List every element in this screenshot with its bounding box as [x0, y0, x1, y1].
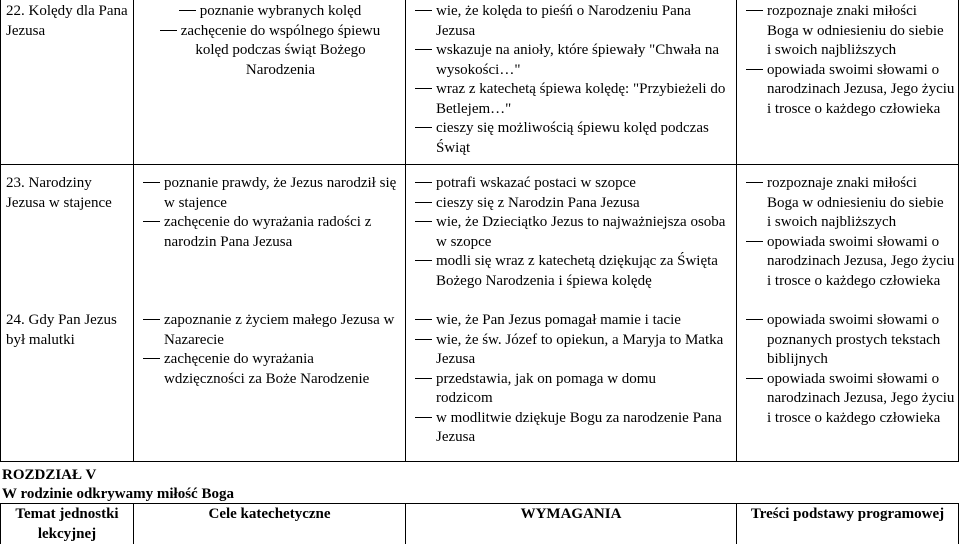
header-col-content: Treści podstawy programowej [750, 506, 945, 522]
row-22-goal-1: poznanie wybranych kolęd [143, 2, 397, 22]
row-24-content [746, 311, 955, 428]
row-22-content-1: rozpoznaje znaki miłości Boga w odniesieniu do siebie i swoich najbliższych [746, 2, 950, 61]
row-22-requirement-2: wskazuje na anioły, które śpiewały "Chwała na wysokości…" [415, 41, 736, 80]
row-24-goals [143, 311, 397, 389]
header-col-requirements: WYMAGANIA [520, 506, 622, 522]
row-23-goal-2: zachęcenie do wyrażania radości z narodzin Pana Jezusa [143, 213, 397, 252]
row-23-topic-text: 23. Narodziny Jezusa w stajence [6, 175, 112, 211]
table-border-bottom [0, 461, 959, 462]
row-22-topic [6, 2, 130, 41]
header-col-topic: Temat jednostki lekcyjnej [15, 506, 119, 542]
table-border-left [0, 0, 1, 462]
row-23-requirement-3: wie, że Dzieciątko Jezus to najważniejsza osoba w szopce [415, 213, 729, 252]
row-22-content-2: opowiada swoimi słowami o narodzinach Jezusa, Jego życiu i trosce o każdego człowieka [746, 61, 955, 120]
row-22-goals [143, 2, 397, 80]
row-23-requirements [415, 174, 729, 291]
row-24-requirement-1: wie, że Pan Jezus pomagał mamie i tacie [415, 311, 729, 331]
row-22-topic-text: 22. Kolędy dla Pana Jezusa [6, 3, 128, 39]
row-24-goal-1: zapoznanie z życiem małego Jezusa w Nazarecie [143, 311, 397, 350]
row-24-content-2: opowiada swoimi słowami o narodzinach Jezusa, Jego życiu i trosce o każdego człowieka [746, 370, 955, 429]
row-24-requirement-4: w modlitwie dziękuje Bogu za narodzenie Pana Jezusa [415, 409, 729, 448]
row-23-goals [143, 174, 397, 252]
row-24-goal-2: zachęcenie do wyrażania wdzięczności za Boże Narodzenie [143, 350, 397, 389]
row-23-content-2: opowiada swoimi słowami o narodzinach Jezusa, Jego życiu i trosce o każdego człowieka [746, 233, 955, 292]
row-22-goal-2: zachęcenie do wspólnego śpiewu kolęd podczas świąt Bożego Narodzenia [143, 22, 397, 81]
row-23-topic [6, 174, 130, 213]
row-24-topic [6, 311, 130, 350]
header-table-top [0, 503, 959, 504]
chapter-subtitle: W rodzinie odkrywamy miłość Boga [2, 486, 234, 502]
row-23-requirement-4: modli się wraz z katechetą dziękując za Święta Bożego Narodzenia i śpiewa kolędę [415, 252, 729, 291]
row-23-content-1: rozpoznaje znaki miłości Boga w odniesieniu do siebie i swoich najbliższych [746, 174, 950, 233]
row-24-topic-text: 24. Gdy Pan Jezus był malutki [6, 312, 117, 348]
row-24-requirements [415, 311, 729, 448]
row-24-requirement-3: przedstawia, jak on pomaga w domu rodzicom [415, 370, 706, 409]
row-23-requirement-1: potrafi wskazać postaci w szopce [415, 174, 729, 194]
header-col-goals: Cele katechetyczne [208, 506, 331, 522]
table-border-col3 [736, 0, 737, 462]
row-24-requirement-2: wie, że św. Józef to opiekun, a Maryja to Matka Jezusa [415, 331, 729, 370]
row-22-requirement-3: wraz z katechetą śpiewa kolędę: "Przybieżeli do Betlejem…" [415, 80, 729, 119]
row-22-content [746, 2, 955, 119]
row-22-requirement-4: cieszy się możliwością śpiewu kolęd podczas Świąt [415, 119, 712, 158]
row-22-requirements [415, 2, 729, 158]
row-22-requirement-1: wie, że kolęda to pieśń o Narodzeniu Pana Jezusa [415, 2, 732, 41]
table-border-row-22-bottom [0, 164, 959, 165]
row-23-requirement-2: cieszy się z Narodzin Pana Jezusa [415, 194, 729, 214]
table-border-col2 [405, 0, 406, 462]
chapter-title: ROZDZIAŁ V [2, 467, 97, 483]
row-23-content [746, 174, 955, 291]
row-24-content-1: opowiada swoimi słowami o poznanych prostych tekstach biblijnych [746, 311, 950, 370]
table-border-col1 [133, 0, 134, 462]
row-23-goal-1: poznanie prawdy, że Jezus narodził się w stajence [143, 174, 397, 213]
